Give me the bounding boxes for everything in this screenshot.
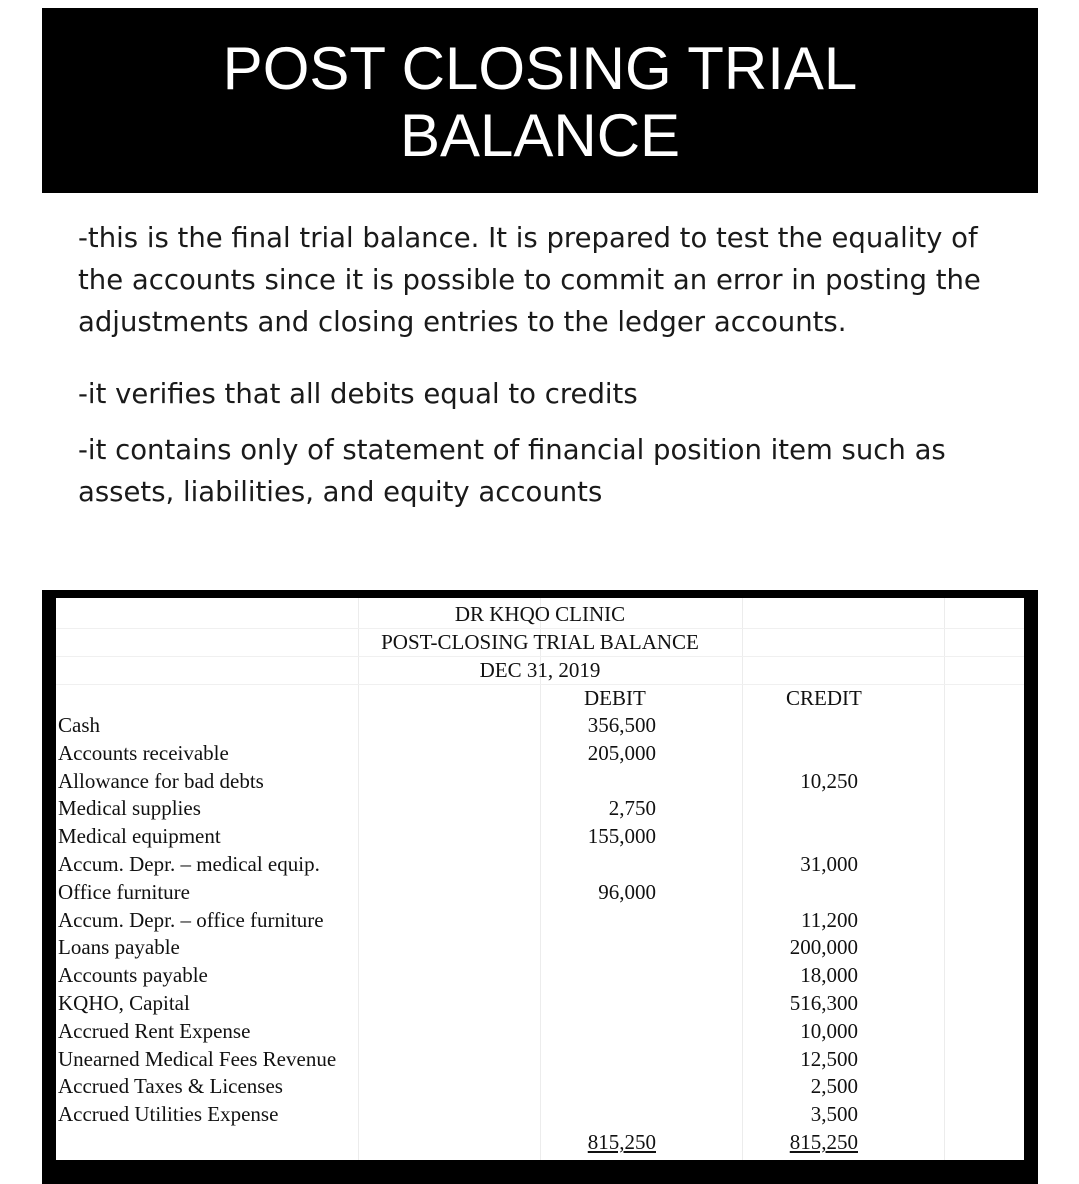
account-name: Accum. Depr. – medical equip. — [58, 852, 320, 876]
slide-title-line1: POST CLOSING TRIAL — [222, 35, 858, 102]
account-name: Loans payable — [58, 935, 180, 960]
debit-amount: 2,750 — [608, 796, 656, 821]
credit-amount: 12,500 — [800, 1046, 858, 1071]
credit-amount: 11,200 — [801, 907, 858, 932]
report-title: POST-CLOSING TRIAL BALANCE — [381, 630, 699, 654]
account-name: Accrued Rent Expense — [58, 1018, 251, 1043]
account-name: Accounts receivable — [58, 740, 229, 765]
paragraph-verifies: -it verifies that all debits equal to credits — [78, 378, 638, 410]
company-name: DR KHQO CLINIC — [454, 602, 626, 626]
credit-amount: 31,000 — [800, 852, 858, 876]
title-bar — [42, 8, 1038, 193]
slide-body — [78, 217, 1018, 513]
account-name: Accum. Depr. – office furniture — [58, 907, 324, 932]
account-name: Accounts payable — [58, 963, 208, 988]
sheet-bottom-edge — [42, 1170, 1038, 1184]
debit-amount: 356,500 — [587, 713, 656, 737]
account-name: KQHO, Capital — [58, 991, 190, 1015]
trial-balance-sheet — [42, 590, 1038, 1184]
account-name: Office furniture — [58, 879, 190, 904]
credit-header: CREDIT — [786, 686, 862, 710]
credit-amount: 2,500 — [810, 1074, 858, 1099]
total-debit: 815,250 — [587, 1130, 656, 1154]
credit-amount: 10,250 — [800, 768, 858, 793]
gridline — [56, 656, 1024, 657]
debit-amount: 205,000 — [587, 740, 656, 765]
report-date: DEC 31, 2019 — [479, 658, 601, 682]
account-name: Unearned Medical Fees Revenue — [58, 1046, 337, 1071]
account-name: Accrued Utilities Expense — [58, 1102, 279, 1127]
debit-amount: 96,000 — [598, 879, 656, 904]
paragraph-contains: -it contains only of statement of financial position item such as assets, liabilities, and equity accounts — [78, 434, 946, 508]
slide — [42, 8, 1038, 568]
credit-amount: 10,000 — [800, 1018, 858, 1043]
credit-amount: 200,000 — [789, 935, 858, 960]
gridline — [56, 684, 1024, 685]
account-name: Allowance for bad debts — [58, 768, 264, 793]
total-credit: 815,250 — [789, 1130, 858, 1154]
credit-amount: 3,500 — [810, 1102, 858, 1127]
gridline — [56, 628, 1024, 629]
debit-amount: 155,000 — [587, 824, 656, 849]
paragraph-definition: -this is the final trial balance. It is prepared to test the equality of the accounts since it is possible to commit an error in posting the adjustments and closing entries to the ledger accounts. — [78, 222, 981, 338]
debit-header: DEBIT — [584, 686, 646, 710]
slide-title-line2: BALANCE — [399, 102, 681, 169]
credit-amount: 18,000 — [800, 963, 858, 988]
account-name: Medical equipment — [58, 824, 221, 849]
account-name: Cash — [58, 713, 100, 737]
account-name: Accrued Taxes & Licenses — [58, 1074, 283, 1099]
credit-amount: 516,300 — [789, 991, 858, 1015]
spreadsheet-area — [56, 598, 1024, 1160]
account-name: Medical supplies — [58, 796, 201, 821]
